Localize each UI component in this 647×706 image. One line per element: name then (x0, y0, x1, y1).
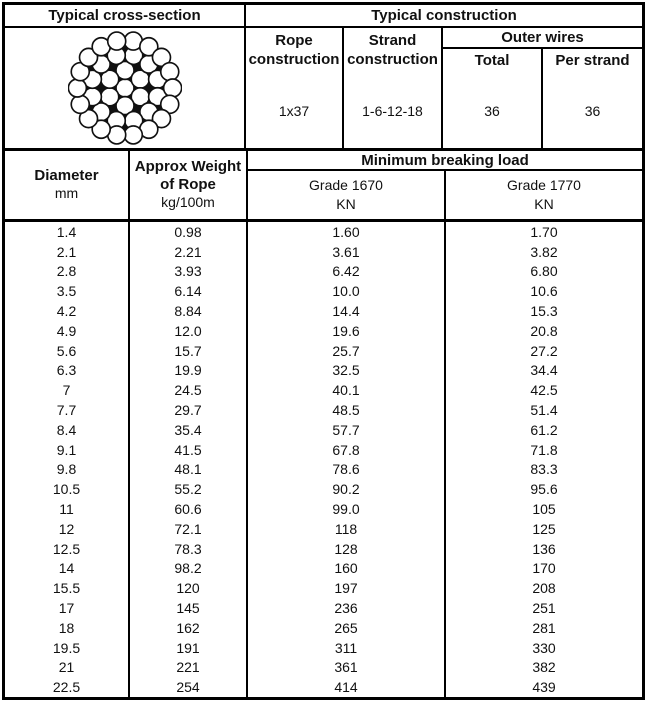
table-row (5, 262, 642, 282)
table-cell: 6.14 (130, 281, 248, 301)
table-cell: 281 (532, 619, 556, 636)
table-cell: 22.5 (5, 677, 130, 697)
rope-wires-icon (68, 31, 182, 145)
table-cell: 10.6 (530, 283, 558, 300)
table-cell: 51.4 (530, 402, 558, 419)
table-cell: 11 (5, 499, 130, 519)
table-cell: 251 (532, 600, 556, 617)
table-cell: 48.5 (248, 400, 446, 420)
table-cell: 7 (5, 380, 130, 400)
grade-subheaders (248, 171, 642, 219)
outer-wires-group (443, 28, 642, 73)
table-row (5, 281, 642, 301)
table-cell: 61.2 (530, 421, 558, 438)
strand-construction-value: 1-6-12-18 (344, 73, 443, 148)
table-cell: 191 (130, 638, 248, 658)
table-cell: 5.6 (5, 341, 130, 361)
rope-construction-header: Rope construction (246, 28, 344, 73)
table-cell: 21 (5, 658, 130, 678)
table-cell: 6.80 (530, 263, 558, 280)
table-cell: 3.93 (130, 262, 248, 282)
table-row (5, 440, 642, 460)
grade-1670-header-cell (248, 171, 446, 219)
table-cell: 15.5 (5, 578, 130, 598)
table-cell: 3.82 (530, 243, 558, 260)
table-cell: 32.5 (248, 361, 446, 381)
table-cell: 78.3 (130, 539, 248, 559)
table-cell: 0.98 (130, 222, 248, 242)
table-cell: 98.2 (130, 559, 248, 579)
table-cell: 24.5 (130, 380, 248, 400)
outer-wires-per-strand-value: 36 (584, 102, 601, 119)
table-cell: 8.84 (130, 301, 248, 321)
table-cell: 330 (532, 639, 556, 656)
outer-wires-subheaders (443, 49, 642, 73)
table-cell: 1.60 (248, 222, 446, 242)
strand-construction-header: Strand construction (344, 28, 443, 73)
table-cell: 361 (248, 658, 446, 678)
table-cell: 162 (130, 618, 248, 638)
cross-section-cell (5, 5, 246, 148)
table-cell: 14.4 (248, 301, 446, 321)
table-row (5, 380, 642, 400)
weight-header-cell (130, 151, 248, 219)
table-cell: 19.6 (248, 321, 446, 341)
grade-1770-unit: KN (534, 196, 554, 212)
table-cell: 128 (248, 539, 446, 559)
outer-wires-total-header: Total (443, 49, 543, 73)
grade-1770-header: Grade 1770 (507, 177, 581, 194)
table-cell: 4.9 (5, 321, 130, 341)
table-cell: 14 (5, 559, 130, 579)
table-cell: 10.0 (248, 281, 446, 301)
table-cell: 25.7 (248, 341, 446, 361)
table-header-section (5, 151, 642, 222)
table-cell: 19.5 (5, 638, 130, 658)
table-row (5, 519, 642, 539)
diameter-unit: mm (54, 185, 79, 202)
table-row (5, 400, 642, 420)
table-cell: 221 (130, 658, 248, 678)
table-cell: 2.1 (5, 242, 130, 262)
table-row (5, 578, 642, 598)
table-cell: 55.2 (130, 479, 248, 499)
table-cell: 34.4 (530, 362, 558, 379)
table-row (5, 420, 642, 440)
rope-cross-section-diagram (5, 28, 244, 148)
table-cell: 15.7 (130, 341, 248, 361)
table-row (5, 598, 642, 618)
table-cell: 6.3 (5, 361, 130, 381)
grade-1670-header: Grade 1670 (309, 177, 383, 194)
table-cell: 12.0 (130, 321, 248, 341)
table-cell: 1.4 (5, 222, 130, 242)
table-cell: 2.8 (5, 262, 130, 282)
table-row (5, 499, 642, 519)
table-cell: 9.8 (5, 460, 130, 480)
table-row (5, 539, 642, 559)
table-frame (2, 2, 645, 700)
table-cell: 20.8 (530, 322, 558, 339)
table-cell: 2.21 (130, 242, 248, 262)
table-cell: 265 (248, 618, 446, 638)
table-cell: 60.6 (130, 499, 248, 519)
cross-section-title: Typical cross-section (5, 5, 244, 28)
table-cell: 197 (248, 578, 446, 598)
rope-construction-value: 1x37 (246, 73, 344, 148)
table-cell: 118 (248, 519, 446, 539)
table-cell: 3.5 (5, 281, 130, 301)
table-cell: 83.3 (530, 461, 558, 478)
table-cell: 95.6 (530, 481, 558, 498)
table-cell: 67.8 (248, 440, 446, 460)
table-cell: 71.8 (530, 441, 558, 458)
table-row (5, 677, 642, 697)
table-cell: 9.1 (5, 440, 130, 460)
table-cell: 90.2 (248, 479, 446, 499)
table-cell: 7.7 (5, 400, 130, 420)
table-cell: 48.1 (130, 460, 248, 480)
table-cell: 27.2 (530, 342, 558, 359)
table-row (5, 479, 642, 499)
table-cell: 99.0 (248, 499, 446, 519)
table-cell: 160 (248, 559, 446, 579)
table-cell: 3.61 (248, 242, 446, 262)
table-cell: 15.3 (530, 303, 558, 320)
table-cell: 105 (532, 501, 556, 518)
table-cell: 17 (5, 598, 130, 618)
table-cell: 10.5 (5, 479, 130, 499)
table-row (5, 361, 642, 381)
weight-unit: kg/100m (161, 194, 215, 211)
diameter-header-cell (5, 151, 130, 219)
table-cell: 6.42 (248, 262, 446, 282)
table-cell: 18 (5, 618, 130, 638)
diameter-header: Diameter (34, 167, 99, 185)
table-cell: 8.4 (5, 420, 130, 440)
table-cell: 12 (5, 519, 130, 539)
construction-table (246, 5, 642, 148)
table-cell: 311 (248, 638, 446, 658)
outer-wires-header: Outer wires (443, 28, 642, 49)
table-cell: 78.6 (248, 460, 446, 480)
grade-1770-header-cell (446, 171, 642, 219)
construction-values (246, 73, 642, 148)
construction-title: Typical construction (246, 5, 642, 28)
outer-wires-total-value: 36 (443, 73, 543, 148)
table-row (5, 559, 642, 579)
table-row (5, 460, 642, 480)
outer-wires-per-strand-header: Per strand (555, 51, 630, 69)
table-cell: 35.4 (130, 420, 248, 440)
table-row (5, 301, 642, 321)
table-cell: 4.2 (5, 301, 130, 321)
table-cell: 170 (532, 560, 556, 577)
table-cell: 42.5 (530, 382, 558, 399)
table-row (5, 638, 642, 658)
table-cell: 125 (532, 520, 556, 537)
table-row (5, 658, 642, 678)
breaking-load-group (248, 151, 642, 219)
table-cell: 41.5 (130, 440, 248, 460)
table-cell: 145 (130, 598, 248, 618)
breaking-load-header: Minimum breaking load (248, 151, 642, 171)
table-row (5, 222, 642, 242)
table-cell: 29.7 (130, 400, 248, 420)
table-cell: 57.7 (248, 420, 446, 440)
table-row (5, 242, 642, 262)
table-cell: 120 (130, 578, 248, 598)
construction-section (5, 5, 642, 151)
data-table-body (5, 222, 642, 697)
table-cell: 236 (248, 598, 446, 618)
table-cell: 414 (248, 677, 446, 697)
grade-1670-unit: KN (336, 196, 356, 212)
table-cell: 208 (532, 580, 556, 597)
table-cell: 382 (532, 659, 556, 676)
table-cell: 40.1 (248, 380, 446, 400)
table-cell: 12.5 (5, 539, 130, 559)
table-cell: 136 (532, 540, 556, 557)
table-row (5, 341, 642, 361)
table-cell: 1.70 (530, 223, 558, 240)
table-cell: 19.9 (130, 361, 248, 381)
table-cell: 72.1 (130, 519, 248, 539)
weight-header: Approx Weight of Rope (134, 158, 242, 194)
construction-headers (246, 28, 642, 73)
table-cell: 254 (130, 677, 248, 697)
table-row (5, 321, 642, 341)
table-row (5, 618, 642, 638)
table-cell: 439 (532, 679, 556, 696)
